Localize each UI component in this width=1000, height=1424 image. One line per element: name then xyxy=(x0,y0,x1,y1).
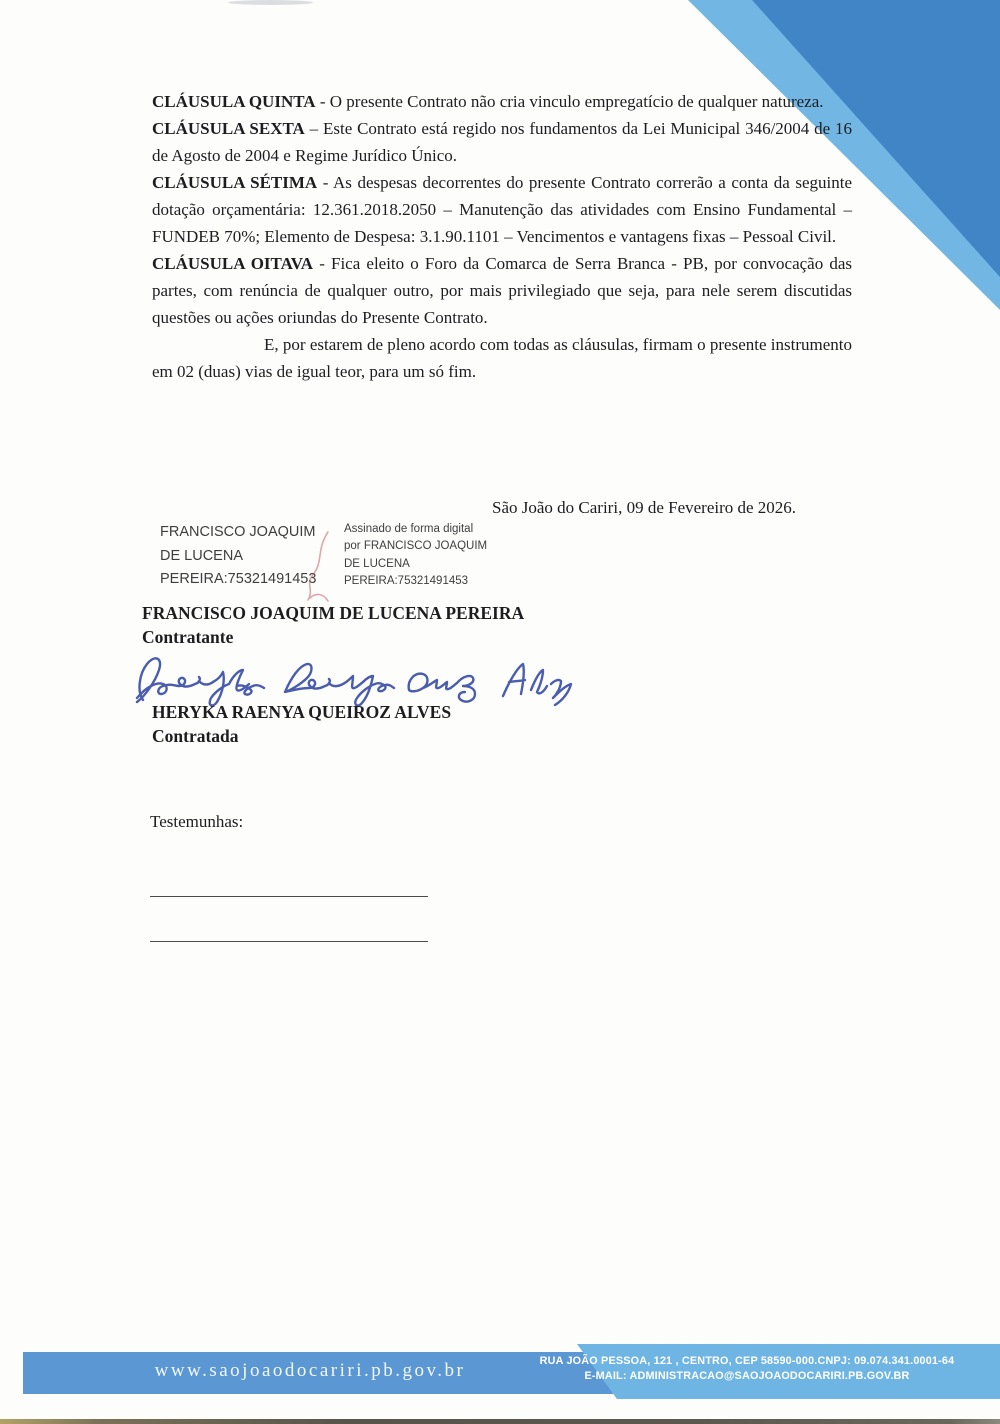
red-paraph-mark xyxy=(298,528,342,612)
digital-signature-subject-line: DE LUCENA xyxy=(160,547,243,564)
digital-signature-statement-line: Assinado de forma digital xyxy=(344,523,474,535)
clause-setima-title: CLÁUSULA SÉTIMA xyxy=(152,173,318,192)
digital-signature-statement-line: PEREIRA:75321491453 xyxy=(344,574,469,587)
digital-signature-subject-line: PEREIRA:75321491453 xyxy=(160,571,317,587)
signatory-name: FRANCISCO JOAQUIM DE LUCENA PEREIRA xyxy=(142,603,525,623)
footer-address-line1: RUA JOÃO PESSOA, 121 , CENTRO, CEP 58590-000.CNPJ: 09.074.341.0001-64 xyxy=(539,1355,955,1367)
clause-quinta xyxy=(152,88,852,115)
signatory-name: HERYKA RAENYA QUEIROZ ALVES xyxy=(152,702,452,722)
clause-oitava-sep: - xyxy=(313,254,331,273)
witnesses-label: Testemunhas: xyxy=(150,812,244,831)
footer-address-line2: E-MAIL: ADMINISTRACAO@SAOJOAODOCARIRI.PB.GOV.BR xyxy=(584,1370,910,1382)
digital-signature-statement-line: por FRANCISCO JOAQUIM xyxy=(344,540,488,553)
contract-body xyxy=(152,88,852,385)
clause-sexta-sep: – xyxy=(304,119,323,138)
clause-sexta-text: Este Contrato está regido nos fundamentos da Lei Municipal 346/2004 de 16 de Agosto de 2004 e Regime Jurídico Único. xyxy=(152,119,852,165)
scan-edge-band xyxy=(0,1419,1000,1424)
clause-setima xyxy=(152,169,852,250)
clause-quinta-text: O presente Contrato não cria vinculo empregatício de qualquer natureza. xyxy=(329,92,824,111)
footer-website-url: www.saojoaodocariri.pb.gov.br xyxy=(154,1360,466,1381)
signatory-contratada xyxy=(152,700,451,748)
clause-setima-text: As despesas decorrentes do presente Contrato correrão a conta da seguinte dotação orçamentária: 12.361.2018.2050 – Manutenção das atividades com Ensino Fundamental – FUNDEB 70%; Elemento de Despesa: 3.1.90.1101 – Vencimentos e vantagens fixas – Pessoal Civil. xyxy=(152,173,852,246)
signatory-contratante xyxy=(142,601,524,649)
clause-sexta xyxy=(152,115,852,169)
digital-signature-statement-line: DE LUCENA xyxy=(344,557,410,570)
clause-sexta-title: CLÁUSULA SEXTA xyxy=(152,119,305,138)
clause-oitava-title: CLÁUSULA OITAVA xyxy=(152,254,314,273)
footer-address xyxy=(512,1354,982,1384)
clause-oitava xyxy=(152,250,852,331)
witness-signature-line xyxy=(150,896,428,897)
clause-setima-sep: - xyxy=(317,173,334,192)
closing-paragraph: E, por estarem de pleno acordo com todas as cláusulas, firmam o presente instrumento em 02 (duas) vias de igual teor, para um só fim. xyxy=(152,335,852,381)
dateline: São João do Cariri, 09 de Fevereiro de 2026. xyxy=(492,498,797,517)
digital-signature-subject-line: FRANCISCO JOAQUIM xyxy=(160,524,316,540)
signatory-role: Contratada xyxy=(152,726,239,746)
witness-signature-line xyxy=(150,941,428,942)
digital-signature-statement xyxy=(344,521,496,592)
signatory-role: Contratante xyxy=(142,627,234,647)
clause-oitava-text: Fica eleito o Foro da Comarca de Serra Branca - PB, por convocação das partes, com renúncia de qualquer outro, por mais privilegiado que seja, para nele serem discutidas questões ou ações oriundas do Presente Contrato. xyxy=(152,254,852,327)
scan-artifact xyxy=(228,0,313,5)
clause-quinta-title: CLÁUSULA QUINTA xyxy=(152,92,316,111)
clause-quinta-sep: - xyxy=(315,92,330,111)
